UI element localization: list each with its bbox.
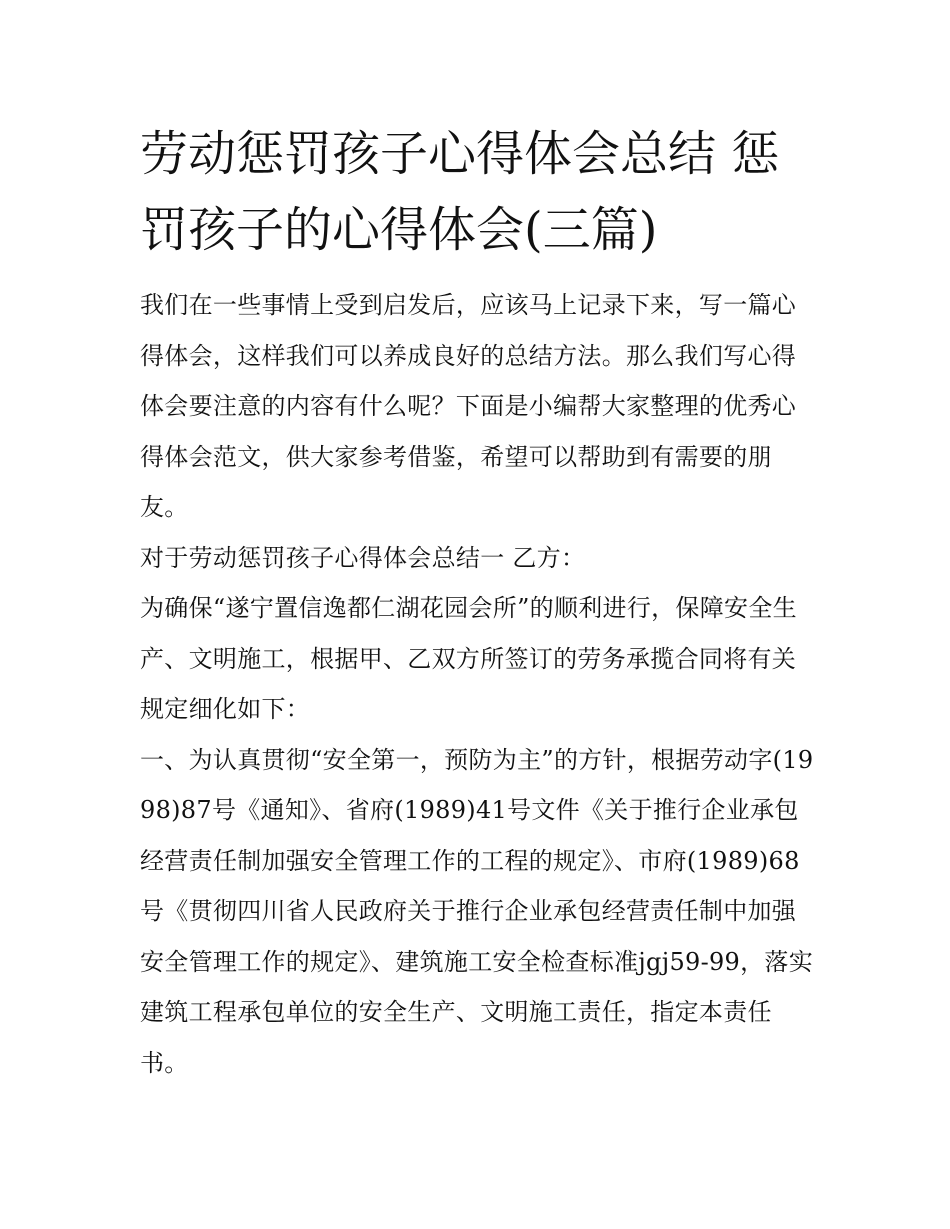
intro-paragraph: 我们在一些事情上受到启发后，应该马上记录下来，写一篇心得体会，这样我们可以养成良好的总结方法。那么我们写心得体会要注意的内容有什么呢？下面是小编帮大家整理的优秀心得体会范文，供大家参考借鉴，希望可以帮助到有需要的朋友。 [140, 291, 797, 521]
clause-one-paragraph: 一、为认真贯彻“安全第一，预防为主”的方针，根据劳动字(1998)87号《通知》、省府(1989)41号文件《关于推行企业承包经营责任制加强安全管理工作的工程的规定》、市府(1989)68号《贯彻四川省人民政府关于推行企业承包经营责任制中加强安全管理工作的规定》、建筑施工安全检查标准jgj59-99，落实建筑工程承包单位的安全生产、文明施工责任，指定本责任书。 [140, 745, 814, 1077]
section-heading: 对于劳动惩罚孩子心得体会总结一 乙方： [140, 543, 586, 572]
document-title: 劳动惩罚孩子心得体会总结 惩罚孩子的心得体会(三篇) [140, 126, 780, 258]
document-body [140, 280, 820, 1088]
purpose-paragraph: 为确保“遂宁置信逸都仁湖花园会所”的顺利进行，保障安全生产、文明施工，根据甲、乙双方所签订的劳务承揽合同将有关规定细化如下： [140, 594, 797, 723]
